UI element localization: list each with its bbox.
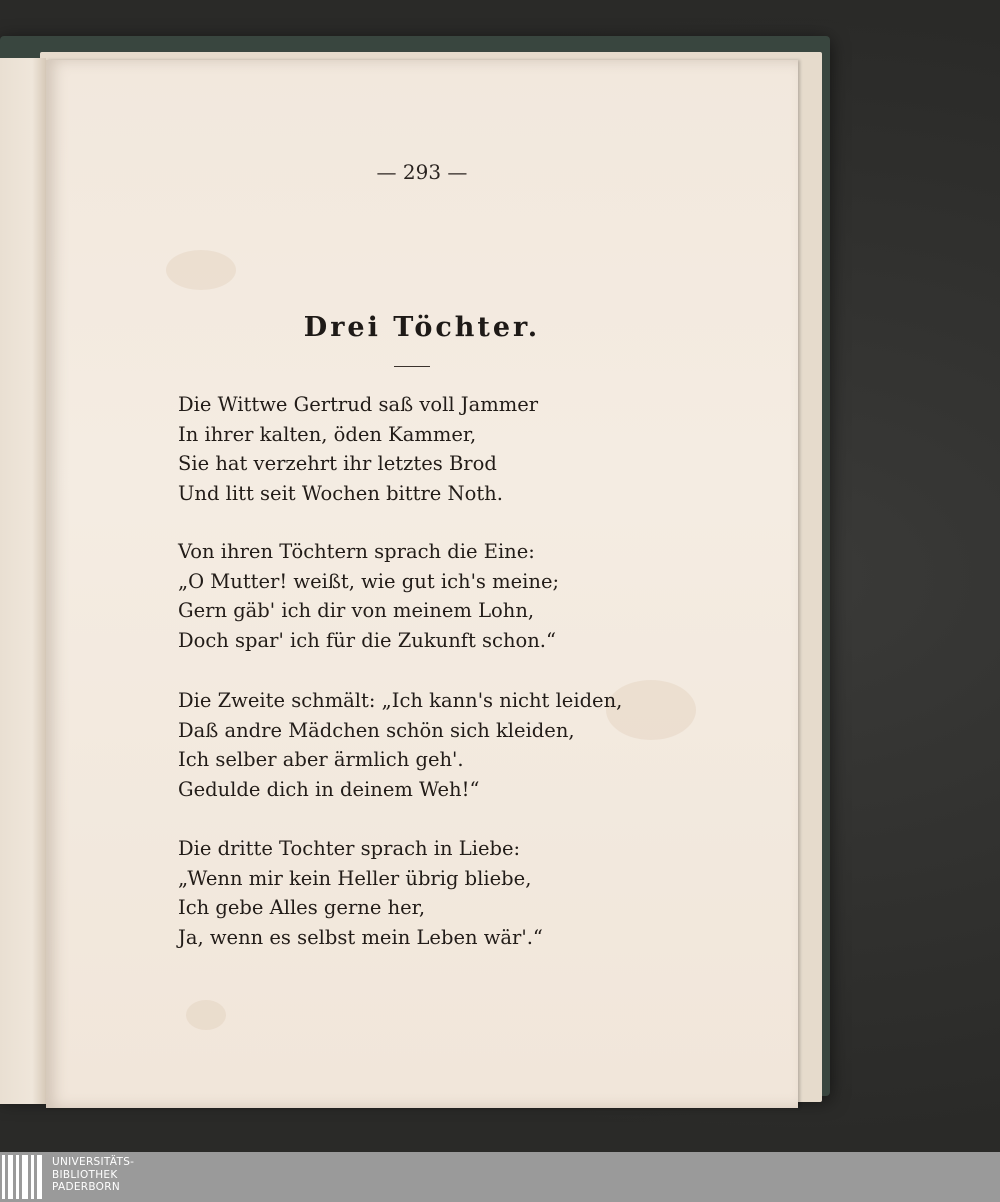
book-page: [46, 60, 798, 1108]
poem-title: Drei Töchter.: [303, 312, 541, 343]
verse-line: Daß andre Mädchen schön sich kleiden,: [178, 718, 575, 742]
verse-line: Ich gebe Alles gerne her,: [178, 896, 426, 919]
library-footer: [0, 1152, 1000, 1202]
stanza-2: [178, 537, 559, 655]
verse-line: Ja, wenn es selbst mein Leben wär'.“: [178, 925, 543, 949]
paper-stain: [166, 250, 236, 290]
logo-line: BIBLIOTHEK: [52, 1168, 118, 1181]
stanza-3: [178, 686, 622, 804]
paper-stain: [186, 1000, 226, 1030]
verse-line: „O Mutter! weißt, wie gut ich's meine;: [178, 569, 560, 593]
title-divider: [394, 366, 430, 367]
verse-line: Gern gäb' ich dir von meinem Lohn,: [178, 599, 535, 622]
left-page-edge: [0, 58, 46, 1104]
stanza-1: [178, 390, 538, 508]
verse-line: „Wenn mir kein Heller übrig bliebe,: [178, 866, 532, 890]
logo-line: PADERBORN: [52, 1181, 120, 1193]
logo-line: UNIVERSITÄTS-: [52, 1156, 135, 1168]
library-logo-icon: [0, 1155, 46, 1199]
stanza-4: [178, 834, 543, 952]
verse-line: Sie hat verzehrt ihr letztes Brod: [178, 452, 497, 475]
verse-line: Doch spar' ich für die Zukunft schon.“: [178, 628, 556, 652]
page-number: — 293 —: [376, 160, 468, 184]
verse-line: Von ihren Töchtern sprach die Eine:: [178, 540, 535, 563]
verse-line: Die dritte Tochter sprach in Liebe:: [178, 837, 521, 860]
verse-line: Die Zweite schmält: „Ich kann's nicht leiden,: [178, 689, 623, 712]
verse-line: Und litt seit Wochen bittre Noth.: [178, 481, 503, 505]
verse-line: Die Wittwe Gertrud saß voll Jammer: [178, 393, 539, 416]
verse-line: In ihrer kalten, öden Kammer,: [178, 422, 477, 446]
library-logo-text: [52, 1156, 134, 1194]
verse-line: Ich selber aber ärmlich geh'.: [178, 748, 464, 771]
verse-line: Gedulde dich in deinem Weh!“: [178, 777, 480, 801]
